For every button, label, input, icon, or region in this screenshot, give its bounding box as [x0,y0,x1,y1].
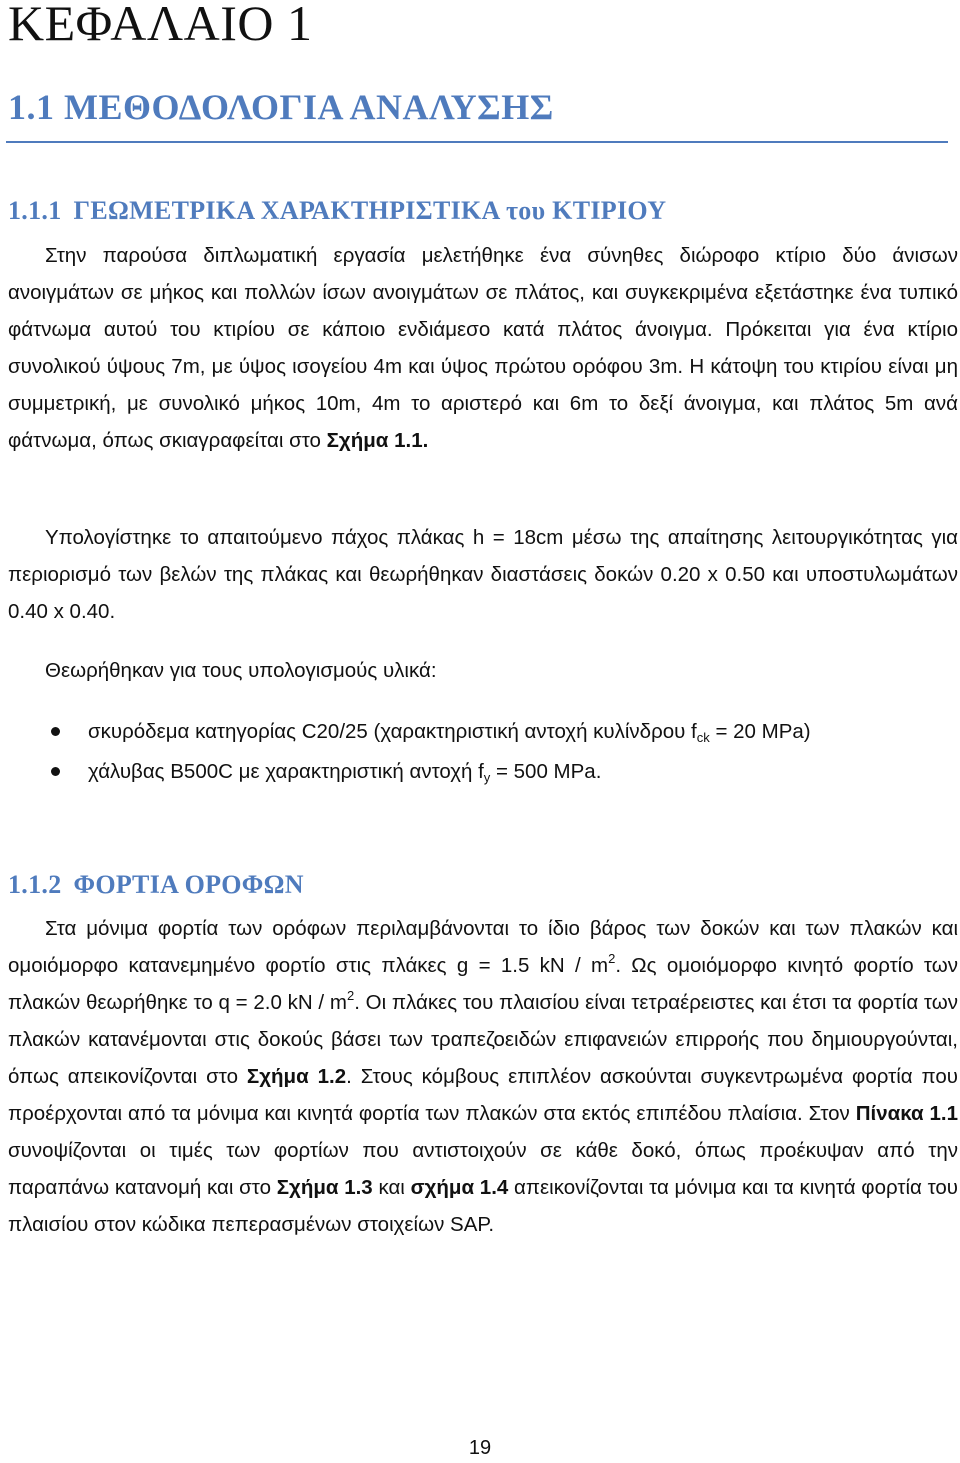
paragraph-loads [8,910,958,1243]
subsection-title: ΦΟΡΤΙΑ ΟΡΟΦΩΝ [73,870,304,899]
subscript: y [483,770,491,785]
subsection-title: ΓΕΩΜΕΤΡΙΚΑ ΧΑΡΑΚΤΗΡΙΣΤΙΚΑ του ΚΤΙΡΙΟΥ [73,196,667,225]
figure-reference: Σχήμα 1.2 [246,1065,347,1088]
subsection-number: 1.1.2 [8,870,62,899]
paragraph-text: απεικονίζονται τα μόνιμα και τα κινητά φορτία του πλαισίου στον κώδικα πεπερασμένων στοιχείων SAP. [8,1176,959,1236]
list-item-end: = 500 MPa. [490,760,602,783]
paragraph-text: . Οι πλάκες του πλαισίου είναι τετραέρειστες και έτσι τα φορτία των πλακών κατανέμονται στις δοκούς βάσει των τραπεζοειδών επιφανειών επιρροής που δημιουργούνται, όπως απεικονίζονται στο [8,991,958,1088]
subsection-number: 1.1.1 [8,196,62,225]
subsection-heading-geometry [8,196,666,226]
section-heading [8,86,554,128]
materials-list [8,712,958,792]
page-number: 19 [468,1437,492,1459]
paragraph-text: και [372,1176,411,1199]
section-rule [6,141,948,143]
subscript: ck [696,730,710,745]
section-title: ΜΕΘΟΔΟΛΟΓΙΑ ΑΝΑΛΥΣΗΣ [64,87,554,127]
paragraph-end: . [422,429,429,452]
chapter-title: ΚΕΦΑΛΑΙΟ 1 [8,0,313,51]
paragraph-text: . Ως ομοιόμορφο κινητό φορτίο των πλακών θεωρήθηκε το q = 2.0 kN / m [8,954,958,1014]
list-item-text: σκυρόδεμα κατηγορίας C20/25 (χαρακτηριστική αντοχή κυλίνδρου f [88,720,697,743]
bullet-icon [51,767,60,776]
paragraph-text: Στην παρούσα διπλωματική εργασία μελετήθηκε ένα σύνηθες διώροφο κτίριο δύο άνισων ανοιγμάτων σε μήκος και πολλών ίσων ανοιγμάτων σε πλάτος, και συγκεκριμένα εξετάστηκε ένα τυπικό φάτνωμα αυτού του κτιρίου σε κάποιο ενδιάμεσο κατά πλάτος άνοιγμα. Πρόκειται για ένα κτίριο συνολικού ύψους 7m, με ύψος ισογείου 4m και ύψος πρώτου ορόφου 3m. Η κάτοψη του κτιρίου είναι μη συμμετρική, με συνολικό μήκος 10m, 4m το αριστερό και 6m το δεξί άνοιγμα, και πλάτος 5m ανά φάτνωμα, όπως σκιαγραφείται στο [8,244,958,452]
list-item [8,712,958,752]
figure-reference: Σχήμα 1.1 [326,429,423,452]
figure-reference: σχήμα 1.4 [410,1176,509,1199]
superscript: 2 [346,988,355,1003]
list-item-end: = 20 MPa) [709,720,811,743]
section-number: 1.1 [8,87,55,127]
superscript: 2 [608,951,616,966]
list-item-text: χάλυβας B500C με χαρακτηριστική αντοχή f [88,760,484,783]
paragraph-text: . Στους κόμβους επιπλέον ασκούνται συγκεντρωμένα φορτία που προέρχονται από τα μόνιμα και κινητά φορτία των πλακών στα εκτός επιπέδου πλαίσια. Στον [8,1065,958,1125]
paragraph-text: Στα μόνιμα φορτία των ορόφων περιλαμβάνονται το ίδιο βάρος των δοκών και των πλακών και ομοιόμορφο κατανεμημένο φορτίο στις πλάκες g = 1.5 kN / m [8,917,958,977]
table-reference: Πίνακα 1.1 [855,1102,958,1125]
paragraph-materials-intro: Θεωρήθηκαν για τους υπολογισμούς υλικά: [45,659,437,682]
list-item [8,752,958,792]
figure-reference: Σχήμα 1.3 [276,1176,373,1199]
paragraph-text: συνοψίζονται οι τιμές των φορτίων που αντιστοιχούν σε κάθε δοκό, όπως προέκυψαν από την παραπάνω κατανομή και στο [8,1139,958,1199]
paragraph-geometry [8,237,958,459]
subsection-heading-loads [8,870,304,900]
paragraph-dimensions: Υπολογίστηκε το απαιτούμενο πάχος πλάκας h = 18cm μέσω της απαίτησης λειτουργικότητας για περιορισμό των βελών της πλάκας και θεωρήθηκαν διαστάσεις δοκών 0.20 x 0.50 και υποστυλωμάτων 0.40 x 0.40. [8,526,958,623]
bullet-icon [51,727,60,736]
